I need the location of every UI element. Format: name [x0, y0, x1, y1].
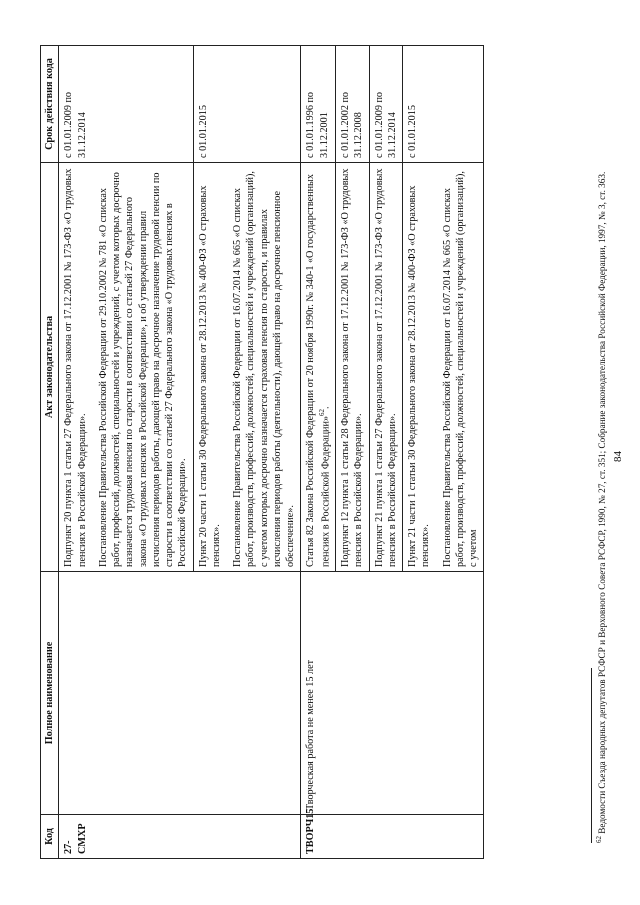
act-paragraph: Подпункт 20 пункта 1 статьи 27 Федерального закона от 17.12.2001 № 173-ФЗ «О трудовых пенсиях в Российской Федерации».	[63, 168, 88, 567]
footnote-separator	[591, 668, 592, 843]
row-full-name: Творческая работа не менее 15 лет	[301, 572, 484, 815]
term-cell: с 01.01.2009 по 31.12.2014	[59, 46, 193, 163]
act-paragraph: Подпункт 21 пункта 1 статьи 27 Федерального закона от 17.12.2001 № 173-ФЗ «О трудовых пенсиях в Российской Федерации».	[373, 168, 398, 567]
table-row	[301, 46, 336, 859]
row-full-name	[59, 572, 301, 815]
act-paragraph: Пункт 20 части 1 статьи 30 Федерального закона от 28.12.2013 № 400-ФЗ «О страховых пенсиях».	[197, 185, 222, 567]
act-cell: Статья 82 Закона Российской Федерации от 20 ноября 1990г. № 340-1 «О государственных пенсиях в Российской Федерации»$^{62}$.	[301, 163, 336, 572]
act-paragraph: Пункт 21 части 1 статьи 30 Федерального закона от 28.12.2013 № 400-ФЗ «О страховых пенсиях».	[407, 185, 432, 567]
act-paragraph: Подпункт 12 пункта 1 статьи 28 Федерального закона от 17.12.2001 № 173-ФЗ «О трудовых пенсиях в Российской Федерации».	[340, 168, 365, 567]
header-act: Акт законодательства	[41, 163, 59, 572]
term-cell: с 01.01.2015	[193, 46, 301, 163]
header-full-name: Полное наименование	[41, 572, 59, 815]
header-term: Срок действия кода	[41, 46, 59, 163]
act-paragraph: Постановление Правительства Российской Федерации от 16.07.2014 № 665 «О списках работ, производств, профессий, должностей, специальностей и учреждений (организаций), с учетом	[441, 171, 480, 567]
row-code: ТВОРЧ15	[301, 815, 484, 859]
table-header-row	[41, 46, 59, 859]
term-cell: с 01.01.2002 по 31.12.2008	[336, 46, 370, 163]
header-code: Код	[41, 815, 59, 859]
term-cell: с 01.01.1996 по 31.12.2001	[301, 46, 336, 163]
act-cell	[336, 163, 370, 572]
act-cell	[59, 163, 193, 572]
act-paragraph: Постановление Правительства Российской Федерации от 16.07.2014 № 665 «О списках работ, производств, профессий, должностей, специальностей и учреждений (организаций), с учетом которых досрочно назначается страховая пенсия по старости, и правилах исчисления периодов работы (деятельности), дающей право на досрочное пенсионное обеспечение».	[232, 171, 296, 567]
legislation-table	[40, 45, 484, 859]
footnote-text: Ведомости Съезда народных депутатов РСФСР и Верховного Совета РСФСР, 1990, № 27, ст. 351; Собрание законодательства Российской Федерации, 1997, № 3, ст. 363.	[597, 171, 608, 834]
row-code: 27-СМХР	[59, 815, 301, 859]
footnote-marker: 62	[595, 836, 603, 843]
act-cell	[193, 163, 301, 572]
term-cell: с 01.01.2015	[403, 46, 484, 163]
act-cell	[369, 163, 403, 572]
term-cell: с 01.01.2009 по 31.12.2014	[369, 46, 403, 163]
table-row	[59, 46, 193, 859]
footnote-ref: 62	[317, 408, 326, 416]
act-paragraph: Статья 82 Закона Российской Федерации от 20 ноября 1990г. № 340-1 «О государственных пенсиях в Российской Федерации»	[305, 174, 331, 567]
page-number: 84	[612, 451, 624, 462]
act-paragraph: Постановление Правительства Российской Федерации от 29.10.2002 № 781 «О списках работ, профессий, должностей, специальностей и учреждений, с учетом которых досрочно назначается трудовая пенсия по старости в соответствии со статьей 27 Федерального закона «О трудовых пенсиях в Российской Федерации», и об утверждении правил исчисления периодов работы, дающей право на досрочное назначение трудовой пенсии по старости в соответствии со статьей 27 Федерального закона «О трудовых пенсиях в Российской Федерации».	[97, 172, 189, 567]
footnote	[595, 23, 609, 843]
act-cell	[403, 163, 484, 572]
